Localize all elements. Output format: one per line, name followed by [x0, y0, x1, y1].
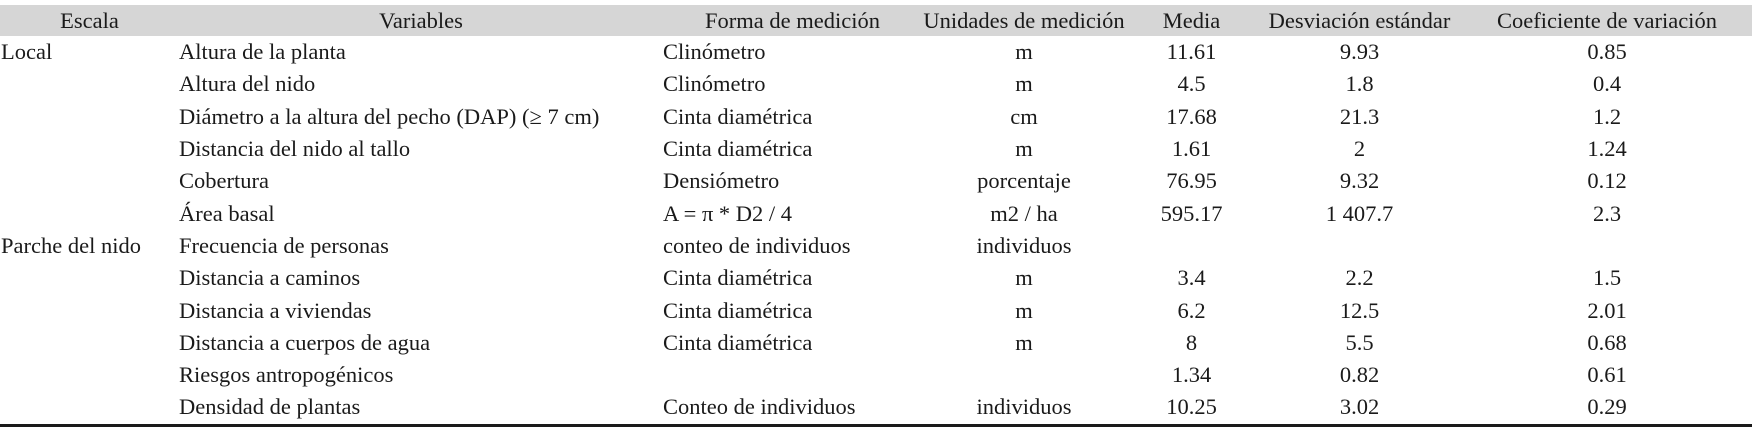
- cell-cv: 2.01: [1587, 297, 1627, 323]
- cell-variable: Cobertura: [179, 168, 269, 194]
- cell-sd: 2: [1353, 136, 1366, 162]
- cell-units: m: [1015, 39, 1033, 65]
- cell-mean: 1.61: [1171, 136, 1212, 162]
- cell-scale: Local: [1, 39, 53, 65]
- cell-mean: 76.95: [1166, 168, 1217, 194]
- cell-method: Clinómetro: [663, 39, 766, 65]
- cell-units: individuos: [976, 232, 1072, 258]
- cell-cv: 2.3: [1592, 200, 1622, 226]
- table-row: [0, 101, 1752, 133]
- header-variable: Variables: [379, 7, 463, 33]
- cell-mean: 595.17: [1160, 200, 1223, 226]
- cell-sd: 0.82: [1339, 362, 1380, 388]
- cell-method: Densiómetro: [663, 168, 780, 194]
- cell-method: A = π * D2 / 4: [663, 200, 793, 226]
- cell-cv: 1.2: [1592, 103, 1622, 129]
- cell-mean: 11.61: [1166, 39, 1217, 65]
- cell-sd: [1257, 230, 1462, 262]
- cell-variable: Distancia a viviendas: [179, 297, 372, 323]
- cell-sd: 5.5: [1345, 329, 1374, 355]
- table-row: [0, 36, 1752, 68]
- cell-cv: 0.68: [1587, 329, 1627, 355]
- cell-scale: [0, 68, 179, 100]
- table-row: [0, 68, 1752, 100]
- cell-variable: Frecuencia de personas: [179, 232, 389, 258]
- table-row: [0, 165, 1752, 197]
- cell-scale: [0, 262, 179, 294]
- cell-mean: 17.68: [1166, 103, 1217, 129]
- cell-cv: 0.29: [1462, 391, 1752, 425]
- table-header: [0, 5, 1752, 36]
- table-row: [0, 262, 1752, 294]
- cell-units: porcentaje: [977, 168, 1071, 194]
- cell-units: m: [1015, 297, 1033, 323]
- cell-units: m2 / ha: [990, 200, 1058, 226]
- cell-sd: 2.2: [1345, 265, 1374, 291]
- cell-method: Cinta diamétrica: [663, 329, 813, 355]
- cell-variable: Riesgos antropogénicos: [179, 362, 394, 388]
- cell-units: m: [1015, 71, 1033, 97]
- cell-scale: [0, 197, 179, 229]
- cell-cv: 0.85: [1587, 39, 1627, 65]
- cell-cv: [1462, 230, 1752, 262]
- cell-sd: 9.93: [1339, 39, 1380, 65]
- cell-sd: 21.3: [1339, 103, 1380, 129]
- table-row: [0, 133, 1752, 165]
- cell-units: individuos: [922, 391, 1126, 425]
- cell-variable: Distancia a cuerpos de agua: [179, 329, 431, 355]
- cell-cv: 1.24: [1587, 136, 1627, 162]
- header-method: Forma de medición: [705, 7, 880, 33]
- cell-variable: Área basal: [179, 200, 275, 226]
- cell-method: Cinta diamétrica: [663, 103, 813, 129]
- cell-method: Conteo de individuos: [663, 391, 922, 425]
- table-row: [0, 327, 1752, 359]
- cell-variable: Altura del nido: [179, 71, 316, 97]
- cell-mean: 10.25: [1126, 391, 1257, 425]
- cell-sd: 9.32: [1339, 168, 1380, 194]
- cell-method: Cinta diamétrica: [663, 265, 813, 291]
- table-body: [0, 36, 1752, 425]
- cell-cv: 1.5: [1592, 265, 1622, 291]
- cell-mean: [1126, 230, 1257, 262]
- cell-scale: [0, 165, 179, 197]
- cell-variable: Distancia del nido al tallo: [179, 136, 411, 162]
- cell-method: conteo de individuos: [663, 232, 851, 258]
- table-row: [0, 230, 1752, 262]
- table-row: [0, 391, 1752, 425]
- cell-cv: 0.4: [1592, 71, 1622, 97]
- header-mean: Media: [1162, 7, 1221, 33]
- header-row: [0, 5, 1752, 36]
- header-sd: Desviación estándar: [1268, 7, 1451, 33]
- cell-cv: 0.12: [1587, 168, 1627, 194]
- header-units: Unidades de medición: [923, 7, 1125, 33]
- cell-mean: 3.4: [1177, 265, 1206, 291]
- cell-mean: 6.2: [1177, 297, 1206, 323]
- cell-mean: 4.5: [1177, 71, 1206, 97]
- cell-variable: Altura de la planta: [179, 39, 346, 65]
- cell-scale: [0, 391, 179, 425]
- cell-sd: 3.02: [1257, 391, 1462, 425]
- cell-method: Cinta diamétrica: [663, 136, 813, 162]
- cell-scale: [0, 327, 179, 359]
- cell-sd: 1.8: [1345, 71, 1374, 97]
- cell-scale: [0, 359, 179, 391]
- cell-units: m: [1015, 329, 1033, 355]
- cell-scale: Parche del nido: [1, 232, 141, 258]
- cell-method: [663, 359, 922, 391]
- cell-variable: Distancia a caminos: [179, 265, 361, 291]
- cell-sd: 12.5: [1339, 297, 1380, 323]
- cell-units: cm: [1010, 103, 1038, 129]
- cell-scale: [0, 133, 179, 165]
- cell-mean: 1.34: [1171, 362, 1212, 388]
- cell-method: Clinómetro: [663, 71, 766, 97]
- cell-units: m: [1015, 136, 1033, 162]
- cell-scale: [0, 101, 179, 133]
- variables-table: [0, 5, 1752, 427]
- table-row: [0, 359, 1752, 391]
- table-row: [0, 294, 1752, 326]
- cell-method: Cinta diamétrica: [663, 297, 813, 323]
- cell-sd: 1 407.7: [1325, 200, 1394, 226]
- cell-cv: 0.61: [1587, 362, 1627, 388]
- cell-units: m: [1015, 265, 1033, 291]
- header-cv: Coeficiente de variación: [1497, 7, 1717, 33]
- cell-units: [922, 359, 1126, 391]
- cell-mean: 8: [1185, 329, 1198, 355]
- table-row: [0, 197, 1752, 229]
- cell-variable: Diámetro a la altura del pecho (DAP) (≥ 7 cm): [179, 103, 600, 129]
- cell-scale: [0, 294, 179, 326]
- header-scale: Escala: [60, 7, 119, 33]
- cell-variable: Densidad de plantas: [179, 391, 663, 425]
